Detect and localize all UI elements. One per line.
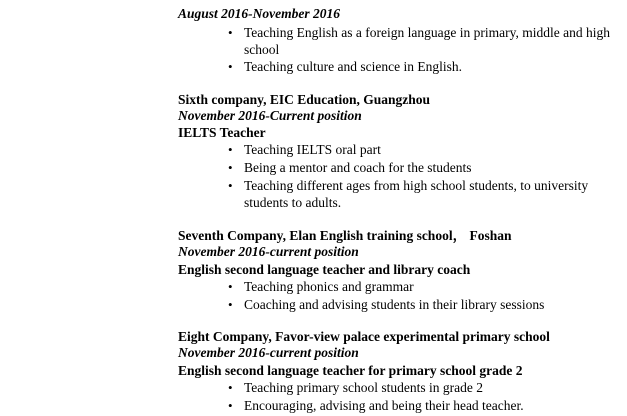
bullet-icon: •	[228, 25, 233, 40]
bullet-icon: •	[228, 160, 233, 175]
employment-period: November 2016-current position	[178, 345, 359, 360]
job-title: English second language teacher and library coach	[178, 262, 471, 277]
job-title: English second language teacher for primary school grade 2	[178, 363, 523, 378]
company-name: Sixth company, EIC Education, Guangzhou	[178, 92, 431, 107]
bullet-icon: •	[228, 279, 233, 294]
company-name: Seventh Company, Elan English training school， Foshan	[178, 228, 512, 243]
list-item-text: Teaching different ages from high school students, to university students to adults.	[244, 178, 589, 210]
employment-period: November 2016-Current position	[178, 108, 362, 123]
bullet-icon: •	[228, 380, 233, 395]
list-item-text: Teaching phonics and grammar	[244, 279, 414, 294]
bullet-icon: •	[228, 398, 233, 413]
employment-period: August 2016-November 2016	[178, 6, 340, 21]
list-item-text: Teaching IELTS oral part	[244, 142, 381, 157]
job-title: IELTS Teacher	[178, 125, 266, 140]
employment-period: November 2016-current position	[178, 244, 359, 259]
bullet-icon: •	[228, 59, 233, 74]
list-item-text: Teaching culture and science in English.	[244, 59, 462, 74]
list-item-text: Teaching English as a foreign language in primary, middle and high school	[244, 25, 610, 57]
list-item-text: Teaching primary school students in grade 2	[244, 380, 483, 395]
bullet-icon: •	[228, 297, 233, 312]
list-item-text: Encouraging, advising and being their head teacher.	[244, 398, 524, 413]
company-name: Eight Company, Favor-view palace experimental primary school	[178, 329, 550, 344]
bullet-icon: •	[228, 142, 233, 157]
list-item-text: Coaching and advising students in their library sessions	[244, 297, 545, 312]
bullet-icon: •	[228, 178, 233, 193]
list-item-text: Being a mentor and coach for the students	[244, 160, 472, 175]
